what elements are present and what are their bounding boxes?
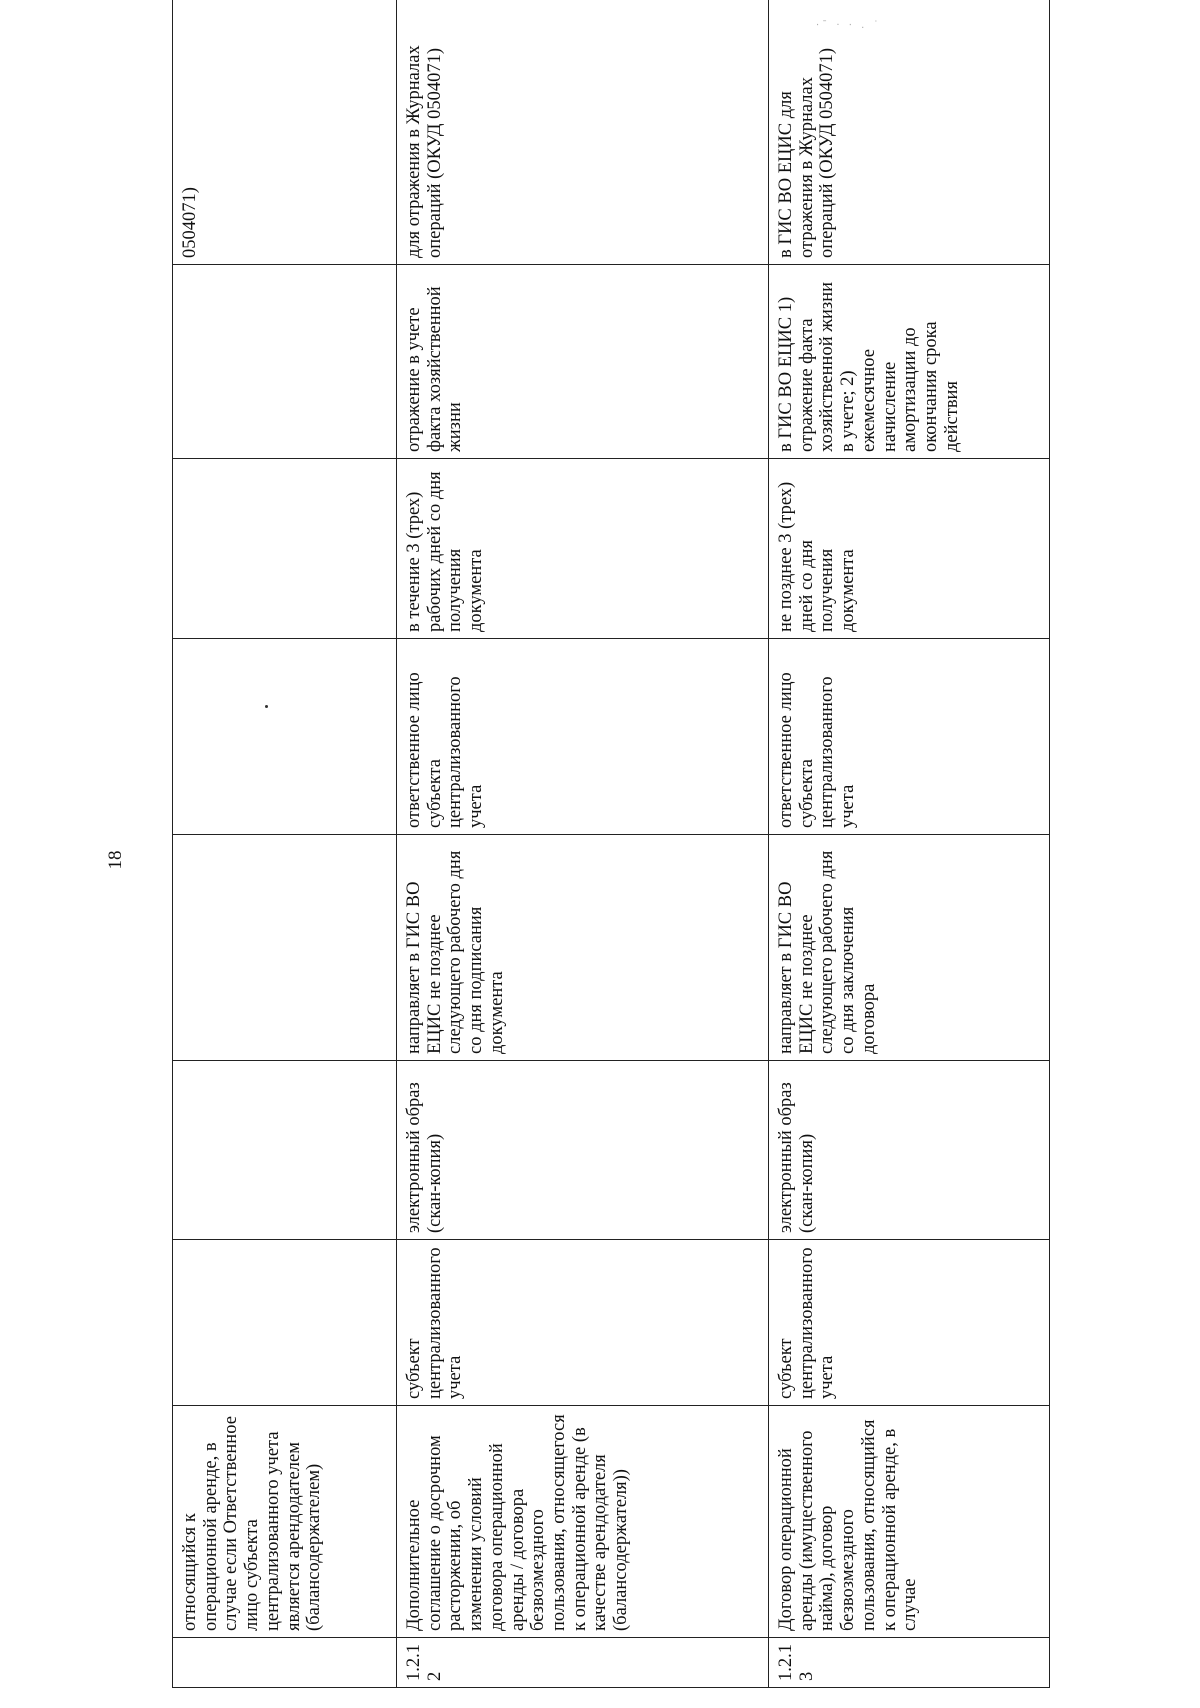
page-number: 18 [105,850,126,870]
form-cell [173,1061,397,1240]
rotated-page-content [172,0,1049,1688]
action-cell [173,265,397,459]
document-cell: Дополнительное соглашение о досрочном расторжении, об изменении условий договора операционной аренды / договора безвозмездного пользования, относящегося к операционной аренде (в качестве арендодателя (балансодержателя)) [397,1406,769,1638]
document-cell: Договор операционной аренды (имущественного найма), договор безвозмездного пользования, относящийся к операционной аренде, в случае [769,1406,1050,1638]
originator-cell: субъект централизованного учета [769,1240,1050,1406]
form-cell: электронный образ (скан-копия) [397,1061,769,1240]
submit-term-cell [173,835,397,1061]
originator-cell [173,1240,397,1406]
action-cell: в ГИС ВО ЕЦИС 1) отражение факта хозяйственной жизни в учете; 2) ежемесячное начисление амортизации до окончания срока действия [769,265,1050,459]
row-number-cell: 1.2.13 [769,1638,1050,1688]
process-term-cell: не позднее 3 (трех) дней со дня получения документа [769,459,1050,639]
process-term-cell [173,459,397,639]
document-cell: относящийся к операционной аренде, в случае если Ответственное лицо субъекта централизованного учета является арендодателем (балансодержателем) [173,1406,397,1638]
table-row [173,0,397,1688]
process-term-cell: в течение 3 (трех) рабочих дней со дня получения документа [397,459,769,639]
responsible-cell: ответственное лицо субъекта централизованного учета [769,639,1050,835]
result-cell: в ГИС ВО ЕЦИС для отражения в Журналах операций (ОКУД 0504071) [769,0,1050,265]
form-cell: электронный образ (скан-копия) [769,1061,1050,1240]
procedures-table [172,0,1050,1688]
result-cell: 0504071) [173,0,397,265]
submit-term-cell: направляет в ГИС ВО ЕЦИС не позднее следующего рабочего дня со дня заключения договора [769,835,1050,1061]
table-row [397,0,769,1688]
originator-cell: субъект централизованного учета [397,1240,769,1406]
action-cell: отражение в учете факта хозяйственной жизни [397,265,769,459]
row-number-cell: 1.2.12 [397,1638,769,1688]
result-cell: для отражения в Журналах операций (ОКУД 0504071) [397,0,769,265]
table-row [769,0,1050,1688]
submit-term-cell: направляет в ГИС ВО ЕЦИС не позднее следующего рабочего дня со дня подписания документа [397,835,769,1061]
row-number-cell [173,1638,397,1688]
scan-noise: ⋅ˉ · ⋅ . ˙ [816,20,882,31]
responsible-cell [173,639,397,835]
responsible-cell: ответственное лицо субъекта централизованного учета [397,639,769,835]
